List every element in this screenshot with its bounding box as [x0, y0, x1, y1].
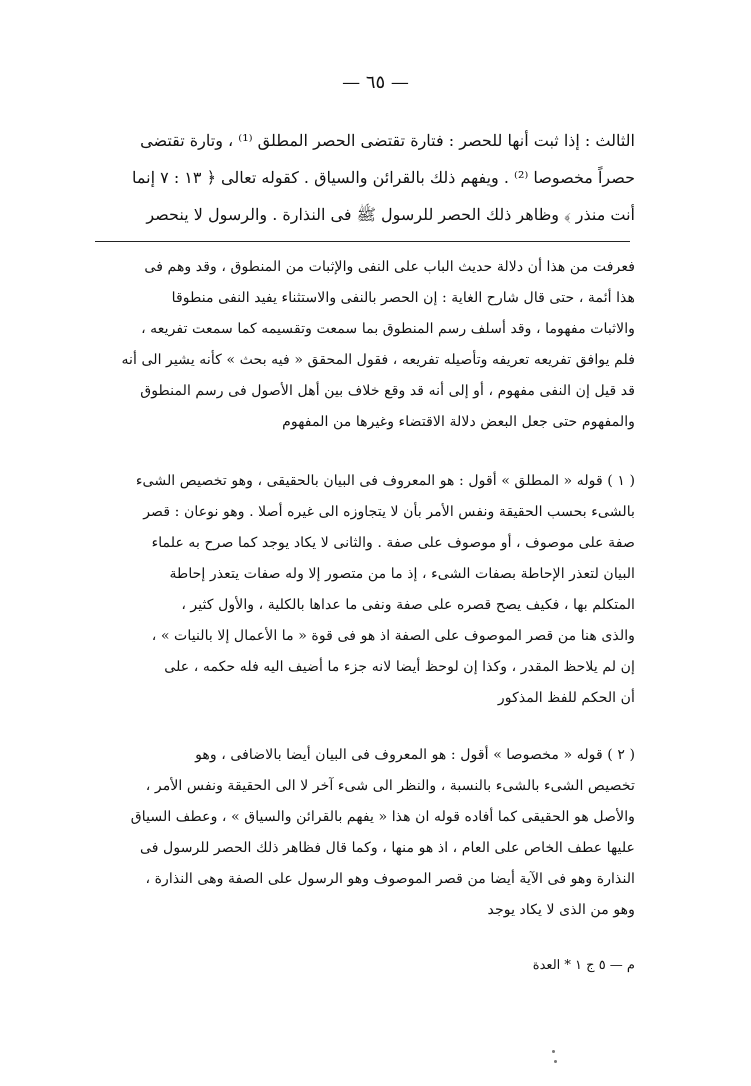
footnote-line: والأصل هو الحقيقى كما أفاده قوله ان هذا « يفهم بالقرائن والسياق » ، وعطف السياق [130, 809, 635, 825]
footnote-line: فلم يوافق تفريعه تعريفه وتأصيله تفريعه ، فقول المحقق « فيه بحث » كأنه يشير الى أنه [121, 352, 635, 368]
footnote-line: صفة على موصوف ، أو موصوف على صفة . والثانى لا يكاد يوجد كما صرح به علماء [151, 535, 635, 551]
footnote-line: أن الحكم للفظ المذكور [497, 690, 635, 706]
main-line: أنت منذر ﴾ وظاهر ذلك الحصر للرسول ﷺ فى النذارة . والرسول لا ينحصر [146, 205, 635, 224]
footnote-line: المتكلم بها ، فكيف يصح قصره على صفة ونفى ما عداها بالكلية ، والأول كثير ، [181, 597, 635, 613]
printer-signature-mark: م — ٥ ج ١ * العدة [532, 958, 635, 973]
footnote-line: والذى هنا من قصر الموصوف على الصفة اذ هو فى قوة « ما الأعمال إلا بالنيات » ، [151, 628, 635, 644]
footnote-2 [95, 740, 635, 926]
scan-speck [554, 1060, 557, 1063]
footnote-line: البيان لتعذر الإحاطة بصفات الشىء ، إذ ما من متصور إلا وله صفات يتعذر إحاطة [169, 566, 635, 582]
footnote-line: ( ١ ) قوله « المطلق » أقول : هو المعروف فى البيان بالحقيقى ، وهو تخصيص الشىء [135, 473, 635, 489]
scan-speck [552, 1050, 555, 1053]
main-line: حصراً مخصوصا ⁽²⁾ . ويفهم ذلك بالقرائن والسياق . كقوله تعالى ﴿ ١٣ : ٧ إنما [132, 168, 635, 187]
footnote-line: والاثبات مفهوما ، وقد أسلف رسم المنطوق بما سمعت وتقسيمه كما سمعت تفريعه ، [141, 321, 635, 337]
footnote-line: فعرفت من هذا أن دلالة حديث الباب على النفى والإثبات من المنطوق ، وقد وهم فى [144, 259, 635, 275]
footnote-separator [95, 241, 630, 242]
footnote-line: هذا أئمة ، حتى قال شارح الغاية : إن الحصر بالنفى والاستثناء يفيد النفى منطوقا [171, 290, 635, 306]
footnote-line: إن لم يلاحظ المقدر ، وكذا إن لوحظ أيضا لانه جزء ما أضيف اليه فله حكمه ، على [164, 659, 635, 675]
footnote-line: بالشىء بحسب الحقيقة ونفس الأمر بأن لا يتجاوزه الى غيره أصلا . وهو نوعان : قصر [143, 504, 635, 520]
page-number: — ٦٥ — [342, 72, 409, 93]
footnote-line: عليها عطف الخاص على العام ، اذ هو منها ، وكما قال فظاهر ذلك الحصر للرسول فى [139, 840, 635, 856]
footnote-line: قد قيل إن النفى مفهوم ، أو إلى أنه قد وقع خلاف بين أهل الأصول فى رسم المنطوق [140, 383, 635, 399]
footnote-line: وهو من الذى لا يكاد يوجد [487, 902, 635, 918]
main-text [95, 122, 635, 233]
footnote-line: النذارة وهو فى الآية أيضا من قصر الموصوف وهو الرسول على الصفة وهى النذارة ، [145, 871, 635, 887]
footnote-1 [95, 466, 635, 714]
footnote-line: تخصيص الشىء بالشىء بالنسبة ، والنظر الى شىء آخر لا الى الحقيقة ونفس الأمر ، [145, 778, 635, 794]
footnote-line: ( ٢ ) قوله « مخصوصا » أقول : هو المعروف فى البيان أيضا بالاضافى ، وهو [195, 747, 635, 763]
main-line: الثالث : إذا ثبت أنها للحصر : فتارة تقتضى الحصر المطلق ⁽¹⁾ ، وتارة تقتضى [140, 131, 635, 150]
footnote-continuation [95, 252, 635, 438]
footnote-line: والمفهوم حتى جعل البعض دلالة الاقتضاء وغيرها من المفهوم [282, 414, 635, 430]
